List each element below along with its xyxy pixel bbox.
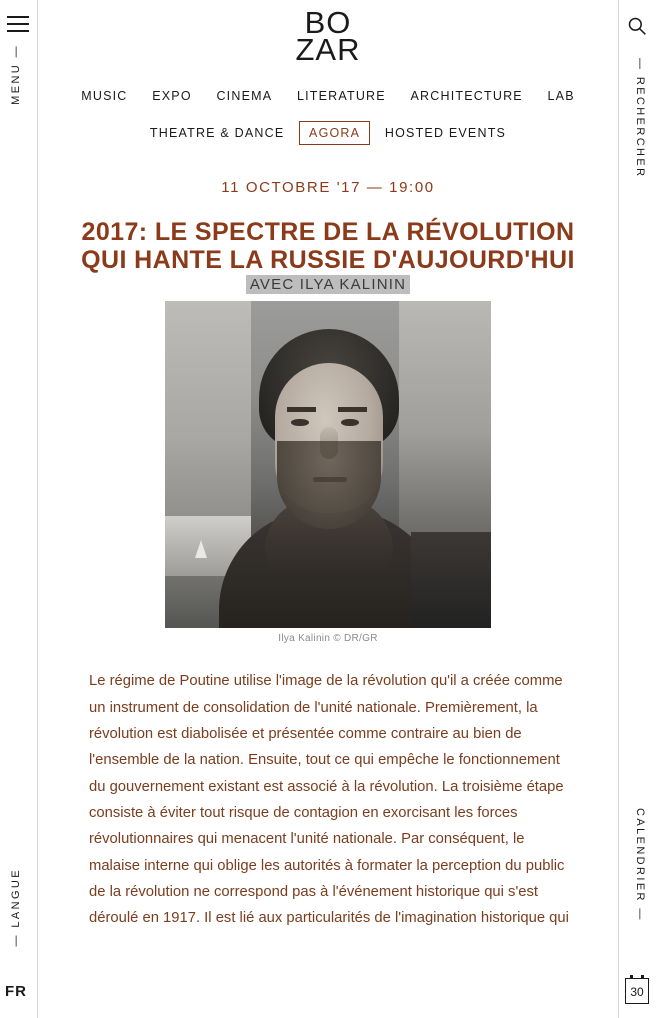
language-label[interactable]: — LANGUE [10, 867, 22, 946]
calendar-label[interactable] [634, 808, 646, 922]
event-date: 11 OCTOBRE '17 — 19:00 [221, 179, 435, 197]
nav-item-literature[interactable]: LITERATURE [296, 89, 386, 104]
main-content [39, 0, 617, 1018]
secondary-nav [39, 121, 617, 145]
right-rail [618, 0, 656, 1018]
search-label[interactable]: — RECHERCHER [634, 58, 646, 179]
menu-label[interactable]: MENU — [10, 44, 22, 105]
event-subtitle [39, 276, 617, 293]
nav-item-lab[interactable]: LAB [547, 89, 575, 104]
language-code[interactable]: FR [5, 983, 27, 1000]
primary-nav [39, 85, 617, 107]
photo-sail [195, 540, 207, 558]
event-description-paragraph: Le régime de Poutine utilise l'image de la révolution qu'il a créée comme un instrument de consolidation de l'unité nationale. Premièrement, la révolution est diabolisée et présentée comme contraire au bien de l'ensemble de la nation. Ensuite, tout ce qui empêche le fonctionnement du gouvernement existant est associé à la révolution. La troisième étape consiste à éviter tout risque de contagion en exorcisant les forces révolutionnaires qui menacent l'unité nationale. Par conséquent, le malaise interne qui oblige les autorités à formater la perception du public de la révolution ne correspond pas à l'événement historique qui s'est déroulé en 1917. Il est lié aux particularités de l'imagination historique qui [89, 673, 569, 927]
hamburger-bar [7, 30, 29, 32]
nav-item-expo[interactable]: EXPO [152, 89, 192, 104]
nav-item-cinema[interactable]: CINEMA [216, 89, 273, 104]
photo-eyebrows [287, 407, 367, 412]
hamburger-icon[interactable] [7, 16, 29, 32]
logo-line-2: ZAR [295, 31, 361, 67]
hamburger-bar [7, 16, 29, 18]
photo-shoulder-right [411, 532, 491, 628]
photo-nose [320, 427, 338, 459]
nav-item-architecture[interactable]: ARCHITECTURE [410, 89, 523, 104]
logo-line-1: BO [304, 5, 352, 40]
portrait-ilya-kalinin-image [165, 301, 491, 628]
calendar-label-text: CALENDRIER — [634, 808, 646, 922]
photo-caption: Ilya Kalinin © DR/GR [278, 633, 378, 645]
nav-item-agora[interactable]: AGORA [299, 121, 370, 145]
event-subtitle-text: AVEC ILYA KALININ [246, 275, 410, 294]
site-logo[interactable] [39, 0, 617, 67]
photo-mouth [313, 477, 347, 482]
event-description [89, 668, 573, 931]
left-rail [0, 0, 38, 1018]
event-photo-block [165, 301, 491, 644]
calendar-day-badge[interactable]: 30 [625, 978, 649, 1004]
nav-item-music[interactable]: MUSIC [81, 89, 128, 104]
search-icon[interactable] [627, 16, 647, 36]
nav-item-hosted-events[interactable]: HOSTED EVENTS [384, 126, 507, 141]
hamburger-bar [7, 23, 29, 25]
nav-item-theatre-dance[interactable]: THEATRE & DANCE [149, 126, 285, 141]
event-title: 2017: LE SPECTRE DE LA RÉVOLUTION QUI HANTE LA RUSSIE D'AUJOURD'HUI [81, 218, 575, 275]
